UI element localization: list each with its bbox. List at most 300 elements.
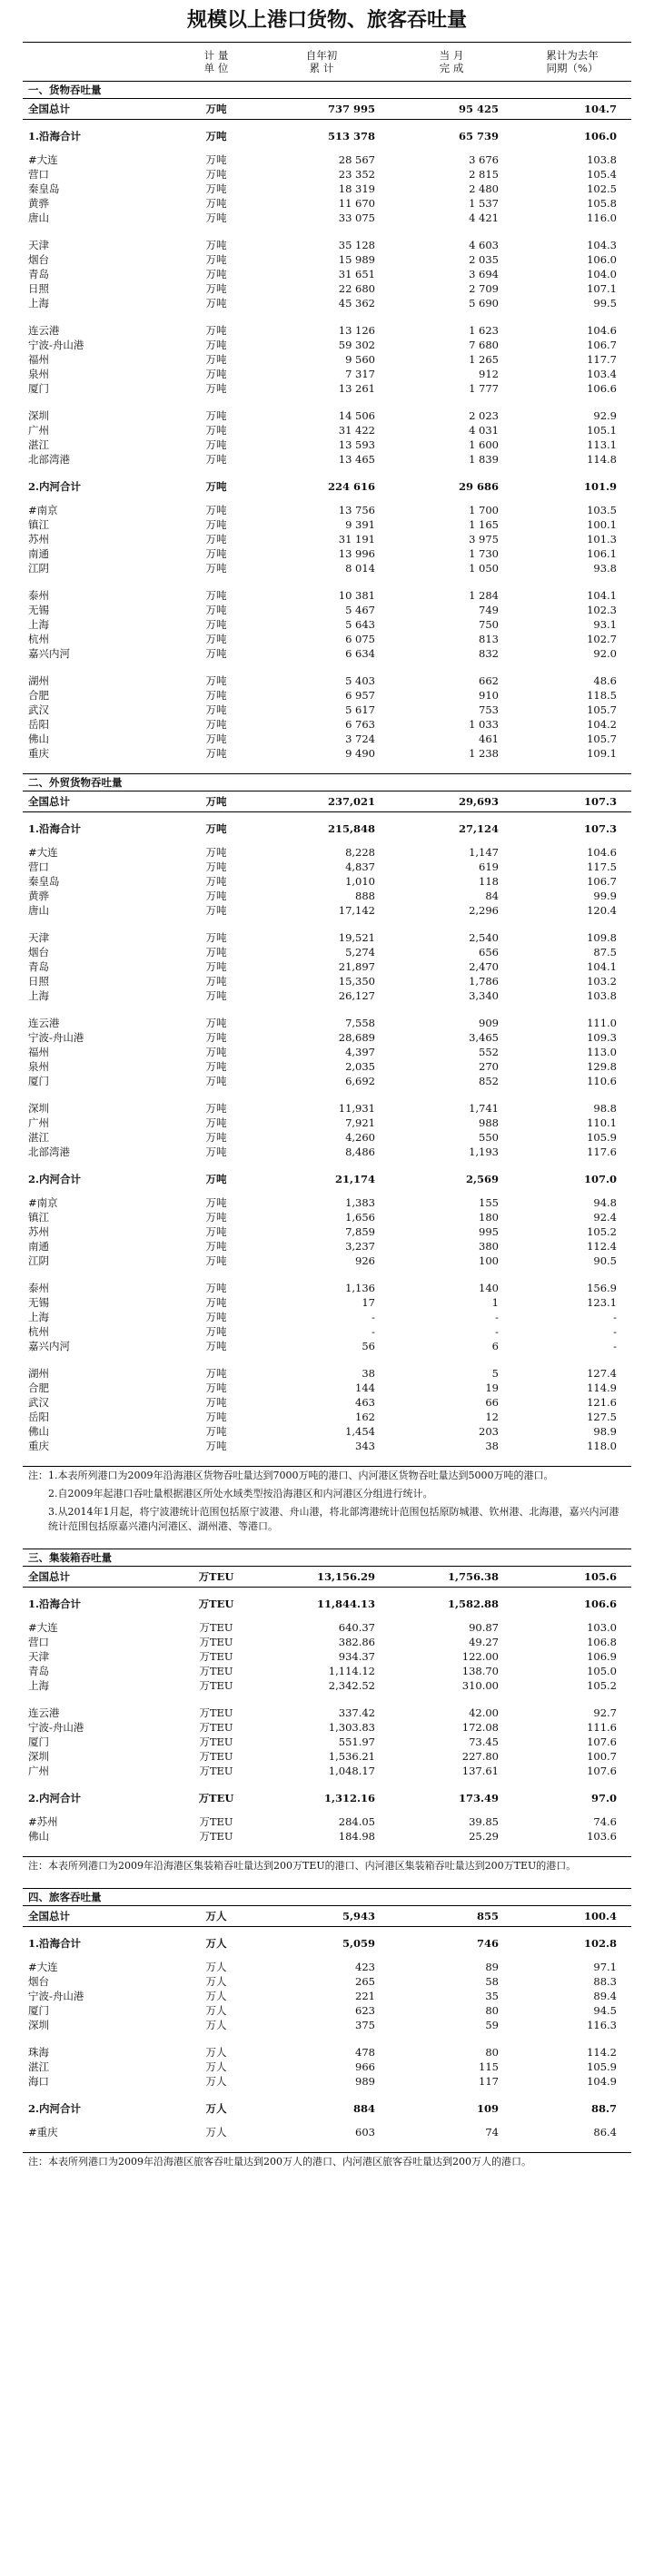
row-month: 58 — [485, 1975, 499, 1988]
spacer-row — [23, 1805, 631, 1814]
row-month: 39.85 — [469, 1815, 499, 1828]
row-unit: 万吨 — [205, 674, 227, 687]
row-cumulative: 989 — [355, 2075, 375, 2088]
row-unit: 万吨 — [205, 1325, 227, 1338]
row-month: 750 — [479, 618, 499, 631]
row-yoy: 105.7 — [587, 732, 617, 745]
row-cumulative: 11 670 — [338, 197, 375, 210]
row-month: 84 — [485, 890, 499, 902]
row-yoy: 106.1 — [587, 547, 617, 560]
table-row — [23, 1239, 631, 1254]
section-title-row — [23, 1889, 631, 1906]
row-unit: 万吨 — [205, 480, 227, 493]
spacer-row — [23, 1003, 631, 1016]
row-cumulative: 13 465 — [338, 453, 375, 466]
header-yoy-text: 累计为去年 同期（%） — [546, 49, 599, 74]
table-row — [23, 1310, 631, 1324]
row-month: 27,124 — [458, 822, 499, 835]
row-label: 厦门 — [28, 1075, 49, 1087]
note-row — [23, 1857, 631, 1876]
row-unit: 万吨 — [205, 504, 227, 516]
row-yoy: 105.9 — [587, 1131, 617, 1144]
row-unit: 万吨 — [179, 99, 253, 120]
row-month: 227.80 — [461, 1750, 499, 1763]
spacer-row — [23, 310, 631, 323]
table-row — [23, 546, 631, 561]
table-row — [23, 959, 631, 974]
spacer-row — [23, 2089, 631, 2101]
row-yoy: 117.7 — [587, 353, 617, 366]
row-month: 173.49 — [458, 1792, 499, 1804]
row-label: 武汉 — [28, 1396, 49, 1409]
row-yoy: 105.8 — [587, 197, 617, 210]
row-yoy: 97.1 — [593, 1961, 617, 1973]
row-unit: 万吨 — [205, 890, 227, 902]
row-cumulative: 1,383 — [345, 1196, 375, 1209]
row-yoy: 103.8 — [587, 153, 617, 166]
row-yoy: 105.7 — [587, 703, 617, 716]
spacer-row — [23, 1611, 631, 1620]
row-yoy: 99.9 — [593, 890, 617, 902]
row-label: 江阴 — [28, 562, 49, 575]
row-unit: 万人 — [205, 2004, 227, 2017]
row-yoy: 102.8 — [583, 1937, 617, 1950]
row-label: 1.沿海合计 — [28, 822, 82, 835]
header-unit — [179, 43, 253, 82]
row-cumulative: 7 317 — [345, 368, 375, 380]
spacer-cell — [23, 761, 631, 774]
row-unit: 万TEU — [179, 1567, 253, 1588]
row-month: 310.00 — [461, 1679, 499, 1692]
row-unit: 万吨 — [205, 1116, 227, 1129]
row-yoy: 105.9 — [587, 2060, 617, 2073]
row-unit: 万吨 — [205, 1282, 227, 1294]
spacer-row — [23, 1353, 631, 1366]
row-yoy: 48.6 — [593, 674, 617, 687]
row-cumulative: 31 191 — [338, 533, 375, 546]
row-cumulative: 1,656 — [345, 1211, 375, 1224]
row-label: 唐山 — [28, 211, 49, 224]
row-yoy: 107.6 — [587, 1765, 617, 1777]
row-cumulative: 5 467 — [345, 604, 375, 616]
row-label: 武汉 — [28, 703, 49, 716]
row-unit: 万人 — [205, 1937, 227, 1950]
row-yoy: - — [613, 1311, 617, 1323]
row-unit: 万人 — [205, 2060, 227, 2073]
row-cumulative: - — [372, 1325, 375, 1338]
row-cumulative: 14 506 — [338, 409, 375, 422]
row-unit: 万吨 — [205, 846, 227, 859]
row-month: 42.00 — [469, 1706, 499, 1719]
row-label: 秦皇岛 — [28, 182, 60, 195]
row-unit: 万吨 — [205, 904, 227, 917]
table-row — [23, 438, 631, 452]
spacer-row — [23, 575, 631, 588]
row-unit: 万吨 — [205, 453, 227, 466]
row-label: #苏州 — [28, 1815, 58, 1828]
row-yoy: 111.6 — [587, 1721, 617, 1734]
row-unit: 万吨 — [205, 1396, 227, 1409]
footnote: 2.自2009年起港口吞吐量根据港区所处水域类型按沿海港区和内河港区分组进行统计。 — [48, 1488, 433, 1499]
row-label: #大连 — [28, 1961, 58, 1973]
total-row — [23, 791, 631, 812]
row-unit: 万吨 — [205, 282, 227, 295]
row-unit: 万吨 — [205, 239, 227, 251]
row-unit: 万人 — [205, 2102, 227, 2115]
row-label: 青岛 — [28, 268, 49, 280]
row-month: 66 — [485, 1396, 499, 1409]
row-unit: 万吨 — [205, 130, 227, 143]
row-month: - — [495, 1325, 499, 1338]
row-unit: 万吨 — [205, 1102, 227, 1115]
row-month: 1 777 — [469, 382, 499, 395]
row-month: 19 — [485, 1381, 499, 1394]
row-yoy: 120.4 — [587, 904, 617, 917]
row-yoy: 109.1 — [587, 747, 617, 760]
row-unit: 万吨 — [205, 1254, 227, 1267]
row-month: 749 — [479, 604, 499, 616]
row-yoy: 101.9 — [583, 480, 617, 493]
spacer-cell — [23, 1875, 631, 1889]
row-cumulative: 9 560 — [345, 353, 375, 366]
table-row — [23, 1664, 631, 1678]
row-label: 北部湾港 — [28, 453, 70, 466]
row-cumulative: 5 403 — [345, 674, 375, 687]
row-label: 2.内河合计 — [28, 480, 82, 493]
row-label: 营口 — [28, 1636, 49, 1648]
row-yoy: 114.8 — [587, 453, 617, 466]
row-label: 深圳 — [28, 1750, 49, 1763]
row-month: 1 265 — [469, 353, 499, 366]
row-yoy: 107.6 — [587, 1735, 617, 1748]
row-cumulative: 224 616 — [327, 480, 375, 493]
row-month: 813 — [479, 633, 499, 645]
spacer-row — [23, 1453, 631, 1467]
row-label: 嘉兴内河 — [28, 647, 70, 660]
row-unit: 万吨 — [205, 1017, 227, 1029]
subtotal-row — [23, 1791, 631, 1805]
row-cumulative: 463 — [355, 1396, 375, 1409]
row-label: 湖州 — [28, 1367, 49, 1380]
row-yoy: 104.7 — [513, 99, 631, 120]
row-label: 广州 — [28, 1116, 49, 1129]
table-row — [23, 211, 631, 225]
row-label: 北部湾港 — [28, 1145, 70, 1158]
spacer-row — [23, 812, 631, 822]
row-yoy: 92.9 — [593, 409, 617, 422]
table-row — [23, 889, 631, 903]
row-cumulative: 21,897 — [338, 960, 375, 973]
spacer-cell — [23, 1611, 631, 1620]
row-label: 海口 — [28, 2075, 49, 2088]
row-month: 49.27 — [469, 1636, 499, 1648]
row-month: 1 165 — [469, 518, 499, 531]
row-label: 湛江 — [28, 1131, 49, 1144]
row-label: 1.沿海合计 — [28, 1937, 82, 1950]
row-yoy: 107.1 — [587, 282, 617, 295]
row-month: 25.29 — [469, 1830, 499, 1843]
spacer-row — [23, 1927, 631, 1937]
spacer-row — [23, 836, 631, 845]
header-row — [23, 43, 631, 82]
row-yoy: 103.6 — [587, 1830, 617, 1843]
row-month: 38 — [485, 1440, 499, 1452]
row-yoy: 129.8 — [587, 1060, 617, 1073]
row-yoy: 100.7 — [587, 1750, 617, 1763]
row-month: 753 — [479, 703, 499, 716]
table-row — [23, 1074, 631, 1088]
table-row — [23, 1395, 631, 1410]
row-unit: 万TEU — [199, 1706, 233, 1719]
row-cumulative: 888 — [355, 890, 375, 902]
row-cumulative: 45 362 — [338, 297, 375, 310]
spacer-cell — [23, 1536, 631, 1549]
spacer-cell — [23, 120, 631, 130]
row-yoy: 88.3 — [593, 1975, 617, 1988]
spacer-row — [23, 467, 631, 479]
spacer-cell — [23, 2116, 631, 2125]
row-unit: 万吨 — [205, 822, 227, 835]
row-cumulative: 13 593 — [338, 438, 375, 451]
row-month: 909 — [479, 1017, 499, 1029]
row-unit: 万吨 — [205, 604, 227, 616]
spacer-row — [23, 1778, 631, 1791]
row-yoy: 110.1 — [587, 1116, 617, 1129]
row-unit: 万吨 — [205, 1311, 227, 1323]
spacer-row — [23, 2139, 631, 2153]
row-cumulative: 934.37 — [338, 1650, 375, 1663]
spacer-cell — [23, 1951, 631, 1960]
spacer-row — [23, 918, 631, 930]
row-cumulative: 4,397 — [345, 1046, 375, 1058]
row-unit: 万吨 — [205, 438, 227, 451]
row-month: 2 709 — [469, 282, 499, 295]
table-row — [23, 1324, 631, 1339]
row-month: 852 — [479, 1075, 499, 1087]
row-yoy: - — [613, 1340, 617, 1352]
row-yoy: 104.3 — [587, 239, 617, 251]
row-label: 宁波-舟山港 — [28, 1031, 84, 1044]
table-row — [23, 1030, 631, 1045]
row-yoy: 123.1 — [587, 1296, 617, 1309]
row-label: #大连 — [28, 846, 58, 859]
row-month: 2 023 — [469, 409, 499, 422]
section-title-row — [23, 774, 631, 791]
row-unit: 万吨 — [205, 182, 227, 195]
table-row — [23, 1989, 631, 2003]
spacer-row — [23, 1186, 631, 1195]
row-month: 109 — [476, 2102, 499, 2115]
row-cumulative: 13,156.29 — [253, 1567, 390, 1588]
row-label: 1.沿海合计 — [28, 130, 82, 143]
row-label: 广州 — [28, 424, 49, 437]
row-month: 3 975 — [469, 533, 499, 546]
row-unit: 万TEU — [199, 1750, 233, 1763]
row-cumulative: 3,237 — [345, 1240, 375, 1253]
row-yoy: 121.6 — [587, 1396, 617, 1409]
row-unit: 万TEU — [199, 1830, 233, 1843]
row-cumulative: 9 391 — [345, 518, 375, 531]
spacer-row — [23, 661, 631, 673]
row-label: 宁波-舟山港 — [28, 1721, 84, 1734]
table-row — [23, 632, 631, 646]
row-cumulative: 19,521 — [338, 931, 375, 944]
row-month: 6 — [491, 1340, 499, 1352]
row-label: 无锡 — [28, 1296, 49, 1309]
row-yoy: 105.1 — [587, 424, 617, 437]
table-row — [23, 267, 631, 281]
row-month: 118 — [479, 875, 499, 888]
table-row — [23, 1720, 631, 1735]
spacer-cell — [23, 310, 631, 323]
row-label: 合肥 — [28, 1381, 49, 1394]
table-row — [23, 1254, 631, 1268]
subtotal-row — [23, 821, 631, 836]
row-label: 合肥 — [28, 689, 49, 702]
table-row — [23, 2003, 631, 2018]
row-label: 广州 — [28, 1765, 49, 1777]
row-label: 连云港 — [28, 1017, 60, 1029]
row-month: 988 — [479, 1116, 499, 1129]
table-row — [23, 1281, 631, 1295]
row-month: 1 730 — [469, 547, 499, 560]
row-month: 832 — [479, 647, 499, 660]
row-month: 137.61 — [461, 1765, 499, 1777]
row-cumulative: 6 634 — [345, 647, 375, 660]
row-label: 泉州 — [28, 1060, 49, 1073]
row-unit: 万吨 — [205, 931, 227, 944]
table-row — [23, 1439, 631, 1453]
row-unit: 万吨 — [205, 975, 227, 988]
table-row — [23, 673, 631, 688]
row-month: 4 603 — [469, 239, 499, 251]
spacer-row — [23, 1844, 631, 1857]
row-label: 湛江 — [28, 2060, 49, 2073]
row-yoy: 112.4 — [587, 1240, 617, 1253]
spacer-row — [23, 1268, 631, 1281]
row-cumulative: 284.05 — [338, 1815, 375, 1828]
table-row — [23, 2045, 631, 2060]
row-yoy: 103.5 — [587, 504, 617, 516]
note-row — [23, 1467, 631, 1486]
row-label: 2.内河合计 — [28, 1792, 82, 1804]
spacer-row — [23, 1088, 631, 1101]
row-cumulative: 15 989 — [338, 253, 375, 266]
spacer-row — [23, 225, 631, 238]
row-yoy: 105.0 — [587, 1665, 617, 1677]
spacer-row — [23, 396, 631, 408]
row-cumulative: 13 996 — [338, 547, 375, 560]
row-label: 福州 — [28, 1046, 49, 1058]
row-yoy: 99.5 — [593, 297, 617, 310]
row-month: 140 — [479, 1282, 499, 1294]
row-cumulative: 144 — [355, 1381, 375, 1394]
subtotal-row — [23, 479, 631, 494]
row-month: 2,296 — [469, 904, 499, 917]
row-month: 1 050 — [469, 562, 499, 575]
row-yoy: 127.4 — [587, 1367, 617, 1380]
row-month: 138.70 — [461, 1665, 499, 1677]
row-unit: 万人 — [205, 2075, 227, 2088]
row-unit: 万吨 — [205, 1240, 227, 1253]
row-cumulative: 21,174 — [334, 1173, 375, 1185]
table-row — [23, 2125, 631, 2139]
row-unit: 万吨 — [205, 860, 227, 873]
row-month: 74 — [485, 2126, 499, 2138]
row-cumulative: 15,350 — [338, 975, 375, 988]
row-yoy: 109.8 — [587, 931, 617, 944]
row-yoy: 105.2 — [587, 1225, 617, 1238]
row-unit: 万吨 — [205, 368, 227, 380]
row-unit: 万吨 — [179, 791, 253, 812]
row-unit: 万吨 — [205, 989, 227, 1002]
row-month: 5 690 — [469, 297, 499, 310]
table-row — [23, 1814, 631, 1829]
table-row — [23, 1101, 631, 1116]
row-unit: 万人 — [179, 1906, 253, 1927]
row-cumulative: 623 — [355, 2004, 375, 2017]
row-yoy: 88.7 — [590, 2102, 617, 2115]
row-cumulative: 1,010 — [345, 875, 375, 888]
row-cumulative: 926 — [355, 1254, 375, 1267]
header-yoy — [513, 43, 631, 82]
row-cumulative: 6 957 — [345, 689, 375, 702]
row-unit: 万TEU — [199, 1650, 233, 1663]
row-unit: 万吨 — [205, 1340, 227, 1352]
row-label: 湖州 — [28, 674, 49, 687]
row-month: 1,147 — [469, 846, 499, 859]
total-row — [23, 99, 631, 120]
row-cumulative: 8,228 — [345, 846, 375, 859]
row-cumulative: 513 378 — [327, 130, 375, 143]
row-unit: 万吨 — [205, 1296, 227, 1309]
row-label: 日照 — [28, 975, 49, 988]
row-label: 江阴 — [28, 1254, 49, 1267]
row-unit: 万TEU — [199, 1815, 233, 1828]
row-cumulative: 31 651 — [338, 268, 375, 280]
spacer-cell — [23, 2089, 631, 2101]
row-yoy: 104.6 — [587, 324, 617, 337]
row-yoy: 106.7 — [587, 339, 617, 351]
row-unit: 万人 — [205, 1990, 227, 2002]
row-cumulative: 38 — [362, 1367, 375, 1380]
row-yoy: 100.1 — [587, 518, 617, 531]
row-cumulative: 5,059 — [342, 1937, 375, 1950]
table-row — [23, 503, 631, 517]
row-label: 岳阳 — [28, 718, 49, 731]
row-yoy: 101.3 — [587, 533, 617, 546]
subtotal-row — [23, 2101, 631, 2116]
table-row — [23, 746, 631, 761]
row-yoy: 94.5 — [593, 2004, 617, 2017]
row-label: 无锡 — [28, 604, 49, 616]
row-label: 上海 — [28, 989, 49, 1002]
row-month: 3 676 — [469, 153, 499, 166]
row-cumulative: 640.37 — [338, 1621, 375, 1634]
row-month: 2,540 — [469, 931, 499, 944]
row-cumulative: 2,035 — [345, 1060, 375, 1073]
row-label: 黄骅 — [28, 890, 49, 902]
table-row — [23, 196, 631, 211]
row-yoy: 104.1 — [587, 960, 617, 973]
row-month: 656 — [479, 946, 499, 959]
subtotal-row — [23, 129, 631, 143]
row-month: 3 694 — [469, 268, 499, 280]
table-row — [23, 1295, 631, 1310]
row-cumulative: 13 756 — [338, 504, 375, 516]
row-label: 泉州 — [28, 368, 49, 380]
row-unit: 万吨 — [205, 633, 227, 645]
